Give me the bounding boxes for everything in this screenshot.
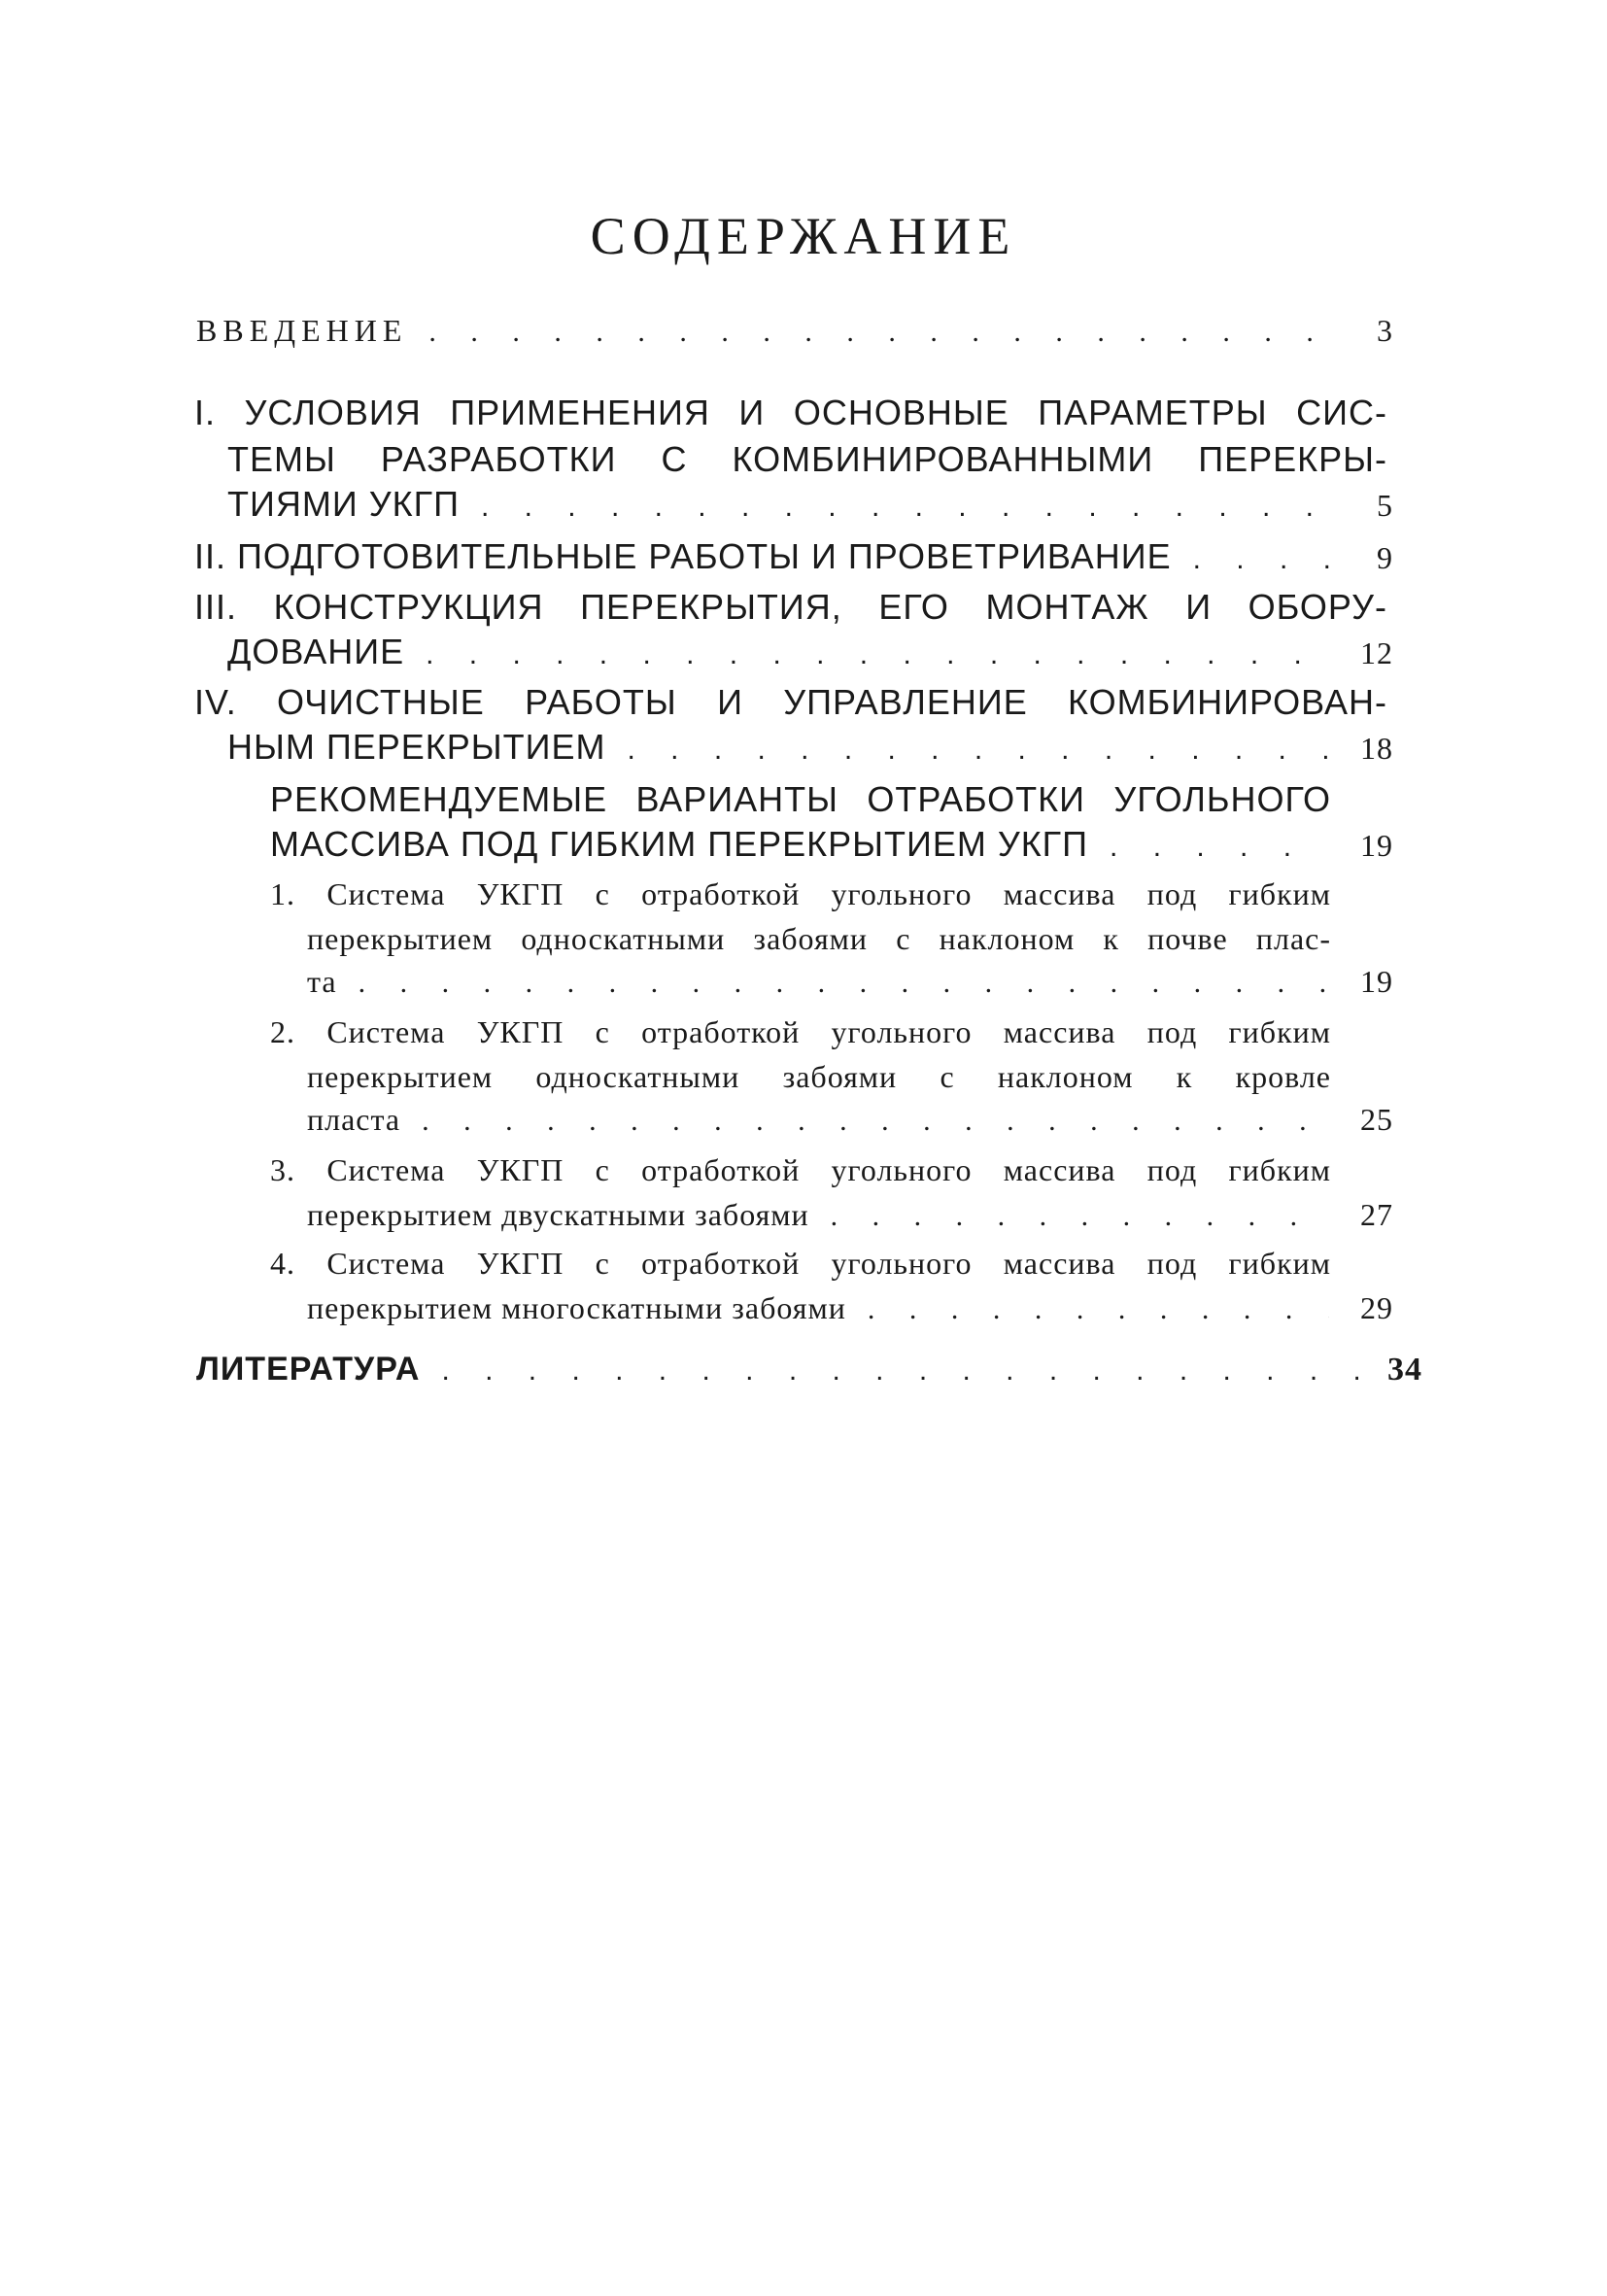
toc-sec1-line2: ТЕМЫ РАЗРАБОТКИ С КОМБИНИРОВАННЫМИ ПЕРЕКРЫ-	[227, 439, 1387, 479]
dot-leader	[831, 1200, 1329, 1233]
toc-item3-page: 27	[1360, 1197, 1393, 1232]
toc-sub-page: 19	[1360, 828, 1393, 863]
toc-entry-item4	[307, 1290, 1393, 1326]
toc-sec2-page: 9	[1377, 540, 1393, 575]
toc-item4-line2: перекрытием многоскатными забоями	[307, 1290, 846, 1325]
toc-sub-line1: РЕКОМЕНДУЕМЫЕ ВАРИАНТЫ ОТРАБОТКИ УГОЛЬНОГО	[270, 779, 1331, 819]
toc-item4-page: 29	[1360, 1290, 1393, 1325]
toc-sec2-line1: II. ПОДГОТОВИТЕЛЬНЫЕ РАБОТЫ И ПРОВЕТРИВАНИЕ	[194, 536, 1172, 576]
toc-literature-text: ЛИТЕРАТУРА	[196, 1351, 421, 1388]
dot-leader	[428, 316, 1329, 349]
toc-intro-page: 3	[1377, 313, 1393, 348]
toc-sec4-line1: IV. ОЧИСТНЫЕ РАБОТЫ И УПРАВЛЕНИЕ КОМБИНИРОВАН-	[194, 682, 1387, 722]
dot-leader	[426, 638, 1329, 671]
toc-item1-line1: 1. Система УКГП с отработкой угольного массива под гибким	[270, 876, 1331, 911]
toc-entry-sec3	[227, 632, 1393, 672]
toc-entry-item2	[307, 1102, 1393, 1138]
dot-leader	[627, 734, 1329, 767]
dot-leader	[441, 1354, 1358, 1388]
toc-intro-text: ВВЕДЕНИЕ	[196, 313, 408, 348]
toc-entry-sec2	[194, 536, 1393, 577]
toc-sec3-page: 12	[1360, 635, 1393, 670]
dot-leader	[868, 1293, 1329, 1326]
toc-sub-line2: МАССИВА ПОД ГИБКИМ ПЕРЕКРЫТИЕМ УКГП	[270, 824, 1089, 864]
dot-leader	[422, 1105, 1329, 1138]
toc-literature-page: 34	[1387, 1352, 1422, 1388]
page-title: СОДЕРЖАНИЕ	[590, 207, 1017, 265]
toc-item3-line2: перекрытием двускатными забоями	[307, 1197, 809, 1232]
toc-sec4-page: 18	[1360, 731, 1393, 766]
toc-item1-line2: перекрытием односкатными забоями с наклоном к почве плас-	[307, 921, 1331, 956]
dot-leader	[1193, 543, 1329, 576]
toc-entry-item1	[307, 964, 1393, 1000]
toc-sec1-line3: ТИЯМИ УКГП	[227, 484, 460, 524]
toc-item2-line3: пласта	[307, 1102, 401, 1137]
toc-entry-sub	[270, 824, 1393, 865]
toc-sec3-line2: ДОВАНИЕ	[227, 632, 405, 671]
toc-sec1-page: 5	[1377, 488, 1393, 523]
toc-sec1-line1: I. УСЛОВИЯ ПРИМЕНЕНИЯ И ОСНОВНЫЕ ПАРАМЕТРЫ СИС-	[194, 393, 1387, 432]
toc-item2-line2: перекрытием односкатными забоями с наклоном к кровле	[307, 1059, 1331, 1094]
toc-sec3-line1: III. КОНСТРУКЦИЯ ПЕРЕКРЫТИЯ, ЕГО МОНТАЖ И ОБОРУ-	[194, 587, 1387, 627]
dot-leader	[359, 967, 1329, 1000]
toc-entry-literature	[196, 1351, 1422, 1388]
toc-entry-sec4	[227, 727, 1393, 768]
toc-item2-line1: 2. Система УКГП с отработкой угольного массива под гибким	[270, 1014, 1331, 1049]
toc-item1-page: 19	[1360, 964, 1393, 999]
toc-item2-page: 25	[1360, 1102, 1393, 1137]
dot-leader	[1110, 831, 1329, 864]
toc-item4-line1: 4. Система УКГП с отработкой угольного массива под гибким	[270, 1246, 1331, 1281]
toc-entry-sec1	[227, 484, 1393, 525]
toc-item3-line1: 3. Система УКГП с отработкой угольного массива под гибким	[270, 1152, 1331, 1187]
toc-sec4-line2: НЫМ ПЕРЕКРЫТИЕМ	[227, 727, 606, 767]
toc-item1-line3: та	[307, 964, 337, 999]
toc-entry-intro	[196, 313, 1393, 349]
dot-leader	[481, 491, 1329, 524]
toc-entry-item3	[307, 1197, 1393, 1233]
